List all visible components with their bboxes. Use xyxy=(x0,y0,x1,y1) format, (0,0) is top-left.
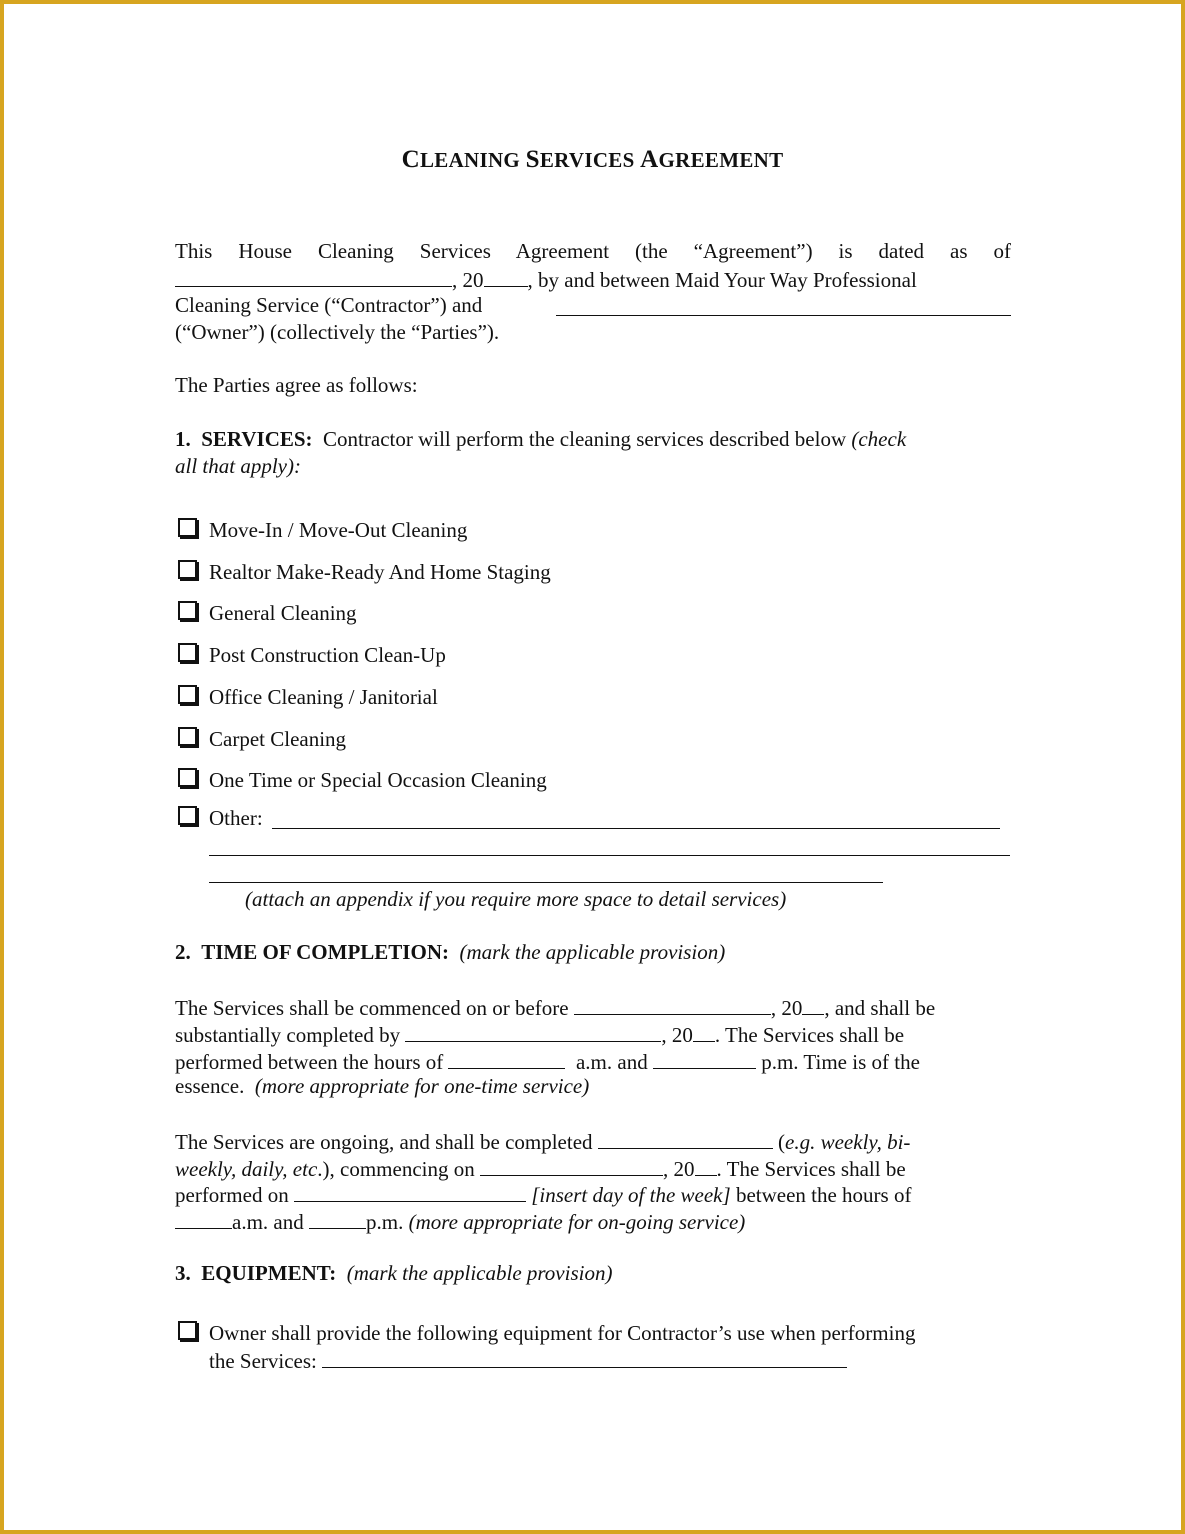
section-1-note: all that apply): xyxy=(175,454,301,478)
commence-year-blank[interactable] xyxy=(802,996,824,1015)
service-label: General Cleaning xyxy=(209,601,357,625)
ongoing-end-hour-blank[interactable] xyxy=(309,1210,366,1229)
weekday-blank[interactable] xyxy=(294,1183,526,1202)
s2-p1-line-4: essence. (more appropriate for one-time service) xyxy=(175,1074,590,1098)
start-date-blank[interactable] xyxy=(480,1157,663,1176)
other-blank-2[interactable] xyxy=(209,855,1010,856)
equipment-option-line-1: Owner shall provide the following equipment for Contractor’s use when performing xyxy=(209,1321,916,1345)
checkbox-move-in-out[interactable] xyxy=(178,518,197,537)
ongoing-start-hour-blank[interactable] xyxy=(175,1210,232,1229)
appendix-note: (attach an appendix if you require more space to detail services) xyxy=(245,887,787,911)
section-2-heading: 2. TIME OF COMPLETION: (mark the applicable provision) xyxy=(175,940,726,964)
checkbox-office[interactable] xyxy=(178,685,197,704)
equipment-blank[interactable] xyxy=(322,1349,847,1368)
service-label: Realtor Make-Ready And Home Staging xyxy=(209,560,551,584)
s2-p2-line-3: performed on [insert day of the week] between the hours of xyxy=(175,1183,912,1207)
checkbox-owner-equipment[interactable] xyxy=(178,1321,197,1340)
other-blank-3[interactable] xyxy=(209,882,883,883)
year-blank[interactable] xyxy=(484,268,528,287)
checkbox-other[interactable] xyxy=(178,806,197,825)
other-blank-1[interactable] xyxy=(272,828,1000,829)
owner-name-blank[interactable] xyxy=(556,315,1011,316)
commence-date-blank[interactable] xyxy=(574,996,771,1015)
s2-p1-line-1: The Services shall be commenced on or before , 20 , and shall be xyxy=(175,996,936,1020)
intro-line-4: (“Owner”) (collectively the “Parties”). xyxy=(175,320,500,344)
intro-line-1: This House Cleaning Services Agreement (the “Agreement”) is dated as of xyxy=(175,239,1011,263)
end-hour-blank[interactable] xyxy=(653,1050,756,1069)
intro-line-2: , 20 , by and between Maid Your Way Professional xyxy=(175,268,1011,291)
section-3-heading: 3. EQUIPMENT: (mark the applicable provision) xyxy=(175,1261,613,1285)
service-label: Carpet Cleaning xyxy=(209,727,347,751)
s2-p2-line-1: The Services are ongoing, and shall be completed (e.g. weekly, bi- xyxy=(175,1130,911,1154)
s2-p2-line-4: a.m. and p.m. (more appropriate for on-going service) xyxy=(175,1210,745,1233)
checkbox-post-construction[interactable] xyxy=(178,643,197,662)
service-label: One Time or Special Occasion Cleaning xyxy=(209,768,547,792)
s2-p1-line-2: substantially completed by , 20 . The Services shall be xyxy=(175,1023,905,1047)
completion-year-blank[interactable] xyxy=(693,1023,715,1042)
service-label: Move-In / Move-Out Cleaning xyxy=(209,518,468,542)
checkbox-general[interactable] xyxy=(178,601,197,620)
agree-text: The Parties agree as follows: xyxy=(175,373,418,397)
start-hour-blank[interactable] xyxy=(448,1050,565,1069)
start-year-blank[interactable] xyxy=(695,1157,717,1176)
service-label: Other: xyxy=(209,806,263,830)
checkbox-one-time[interactable] xyxy=(178,768,197,787)
completion-date-blank[interactable] xyxy=(405,1023,661,1042)
intro-line-3: Cleaning Service (“Contractor”) and xyxy=(175,293,483,317)
section-1-heading: 1. SERVICES: Contractor will perform the cleaning services described below (check xyxy=(175,427,907,451)
date-blank[interactable] xyxy=(175,268,452,287)
s2-p1-line-3: performed between the hours of a.m. and p.m. Time is of the xyxy=(175,1050,920,1074)
checkbox-realtor[interactable] xyxy=(178,560,197,579)
checkbox-carpet[interactable] xyxy=(178,727,197,746)
equipment-option-line-2: the Services: xyxy=(209,1349,847,1372)
service-label: Office Cleaning / Janitorial xyxy=(209,685,438,709)
s2-p2-line-2: weekly, daily, etc.), commencing on , 20 . The Services shall be xyxy=(175,1157,906,1181)
frequency-blank[interactable] xyxy=(598,1130,773,1149)
document-title: CLEANING SERVICES AGREEMENT xyxy=(401,146,784,173)
service-label: Post Construction Clean-Up xyxy=(209,643,446,667)
